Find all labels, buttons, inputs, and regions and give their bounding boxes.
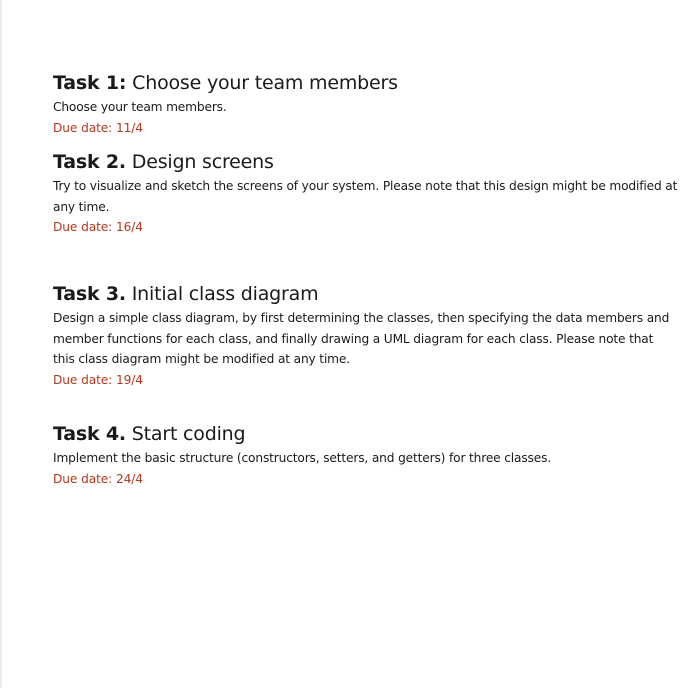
task-3-title: Initial class diagram [131, 283, 319, 305]
task-2-title: Design screens [131, 151, 274, 173]
task-1-due-date: Due date: 11/4 [53, 120, 143, 135]
task-3-section [53, 282, 678, 390]
task-4-description: Implement the basic structure (constructors, setters, and getters) for three classes. [53, 451, 552, 465]
task-4-due-date: Due date: 24/4 [53, 471, 143, 486]
task-1-label: Task 1: [53, 72, 127, 94]
task-2-due-date: Due date: 16/4 [53, 220, 143, 234]
task-2-section [53, 150, 678, 238]
task-4-label: Task 4. [53, 423, 126, 445]
task-1-description: Choose your team members. [53, 100, 227, 114]
task-4-section [53, 422, 678, 489]
task-3-description: Design a simple class diagram, by first determining the classes, then specifying the data members and member functions for each class, and finally drawing a UML diagram for each class. Please note that this class diagram might be modified at any time. [53, 311, 670, 366]
task-3-heading [53, 282, 678, 306]
task-2-label: Task 2. [53, 151, 126, 173]
task-1-heading [53, 71, 678, 95]
page-left-edge [0, 0, 2, 688]
task-1-title: Choose your team members [132, 72, 398, 94]
task-4-title: Start coding [131, 423, 246, 445]
task-2-heading [53, 150, 678, 174]
task-2-description: Try to visualize and sketch the screens of your system. Please note that this design might be modified at any time. [53, 179, 678, 214]
task-4-heading [53, 422, 678, 446]
task-3-due-date: Due date: 19/4 [53, 372, 143, 387]
task-1-section [53, 71, 678, 138]
task-3-label: Task 3. [53, 283, 126, 305]
